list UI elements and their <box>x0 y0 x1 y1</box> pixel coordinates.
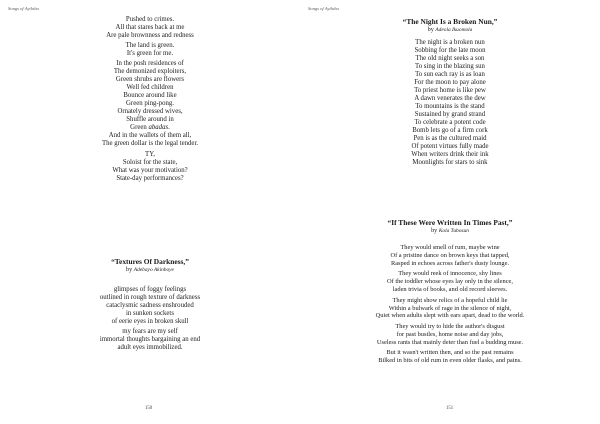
poem-night-is-a-broken-nun <box>340 17 560 167</box>
poem-line: TY, <box>145 150 155 158</box>
poem-line: for past bustles, home noise and day jobs, <box>396 330 504 338</box>
poem-textures-of-darkness <box>40 257 260 352</box>
poem-line: my fears are my self <box>122 328 178 336</box>
poem-line: When writers drink their ink <box>411 151 489 158</box>
poem-line: Shuffle around in <box>126 116 174 124</box>
poem-line: What was your motivation? <box>112 166 188 174</box>
poem-line: A dawn venerates the dew <box>414 95 486 102</box>
poem-line: Are pale brownness and redness <box>106 32 194 39</box>
poem-line: Pen is as the cultured maid <box>413 135 487 142</box>
poem-line: Moonlights for stars to sink <box>412 159 488 166</box>
poem-line: To celebrate a potent code <box>414 119 486 126</box>
poem-line: glimpses of foggy feelings <box>113 286 187 293</box>
poem-line: Bomb lets go of a firm cork <box>412 127 488 134</box>
poem-if-these-were-written <box>320 218 580 365</box>
poem-line: They might show relics of a hopeful child lie <box>392 296 508 304</box>
poem-line: They would try to hide the author's disgust <box>395 322 505 330</box>
poem-byline <box>320 227 580 235</box>
byline-by: by <box>427 26 434 33</box>
poem-line: adult eyes immobilized. <box>117 344 183 352</box>
poem-line: For the moon to pay alone <box>414 79 486 86</box>
poem-line: They would reek of innocence, shy lines <box>398 270 502 278</box>
poem-line: in sunken sockets <box>126 310 174 317</box>
poem-byline <box>340 26 560 34</box>
poem-line: Useless rants that mainly deter than fuel a budding muse. <box>376 338 524 346</box>
byline-by: by <box>126 266 133 273</box>
continued-poem <box>40 16 260 183</box>
poem-line: Within a bulwark of rage in the silence of night, <box>388 304 512 312</box>
poem-line: Of a pristine dance on brown keys that tapped, <box>390 251 510 259</box>
poem-line: cataclysmic sadness enshrouded <box>106 302 194 309</box>
poem-author: Adebayo Akinboye <box>133 267 174 273</box>
running-head: Songs of Ayiloha <box>8 6 39 11</box>
poem-line: Green shrubs are flowers <box>115 76 185 84</box>
poem-line: Bounce around like <box>123 92 177 100</box>
poem-line: All that stares back at me <box>115 24 185 31</box>
page-number: 151 <box>446 406 454 411</box>
poem-line-with-italic: Green abadas. <box>130 124 170 132</box>
poem-title: “Textures Of Darkness,” <box>111 257 189 266</box>
poem-line: Well fed children <box>126 84 174 92</box>
poem-author: Kola Tubosun <box>438 228 469 234</box>
poem-line: To sing in the blazing sun <box>415 63 485 70</box>
poem-line: Bilked in bits of old rum in even older flasks, and pains. <box>378 357 522 365</box>
poem-line: Sustained by grand strand <box>414 111 486 118</box>
page-number: 150 <box>145 406 153 411</box>
poem-line: The night is a broken nun <box>415 39 485 46</box>
poem-line: Ornately dressed wives, <box>117 108 183 116</box>
poem-line: It's green for me. <box>126 50 174 58</box>
poem-line: Soloist for the state, <box>122 158 178 166</box>
poem-author: Adeola Ikuomola <box>435 27 473 33</box>
poem-line: Green ping-pong. <box>126 100 174 108</box>
poem-line: of eerie eyes in broken skull <box>111 318 189 325</box>
poem-line: The land is green. <box>125 42 175 50</box>
right-page <box>300 0 600 424</box>
poem-stanzas <box>320 244 580 365</box>
poem-line: immortal thoughts bargaining an end <box>99 336 201 344</box>
poem-title: “The Night Is a Broken Nun,” <box>402 17 498 26</box>
poem-line: To priest home is like pew <box>414 87 486 94</box>
running-head: Songs of Ayiloha <box>308 6 339 11</box>
poem-line: They would smell of rum, maybe wine <box>400 244 500 251</box>
poem-line: Quiet when adults slept with ears apart, dead to the world. <box>375 312 525 320</box>
poem-line: Rasped in echoes across father's dusty lounge. <box>390 259 510 267</box>
poem-line: State-day performances? <box>116 174 184 182</box>
poem-line: outlined in rough texture of darkness <box>99 294 201 301</box>
poem-line: Sobbing for the late moon <box>414 47 486 54</box>
poem-line: The old night seeks a son <box>415 55 485 62</box>
poem-line: Of potent virtues fully made <box>411 143 489 150</box>
poem-line: In the posh residences of <box>116 60 184 68</box>
poem-lines <box>340 39 560 167</box>
poem-line: The green dollar is the legal tender. <box>101 140 199 148</box>
poem-line: Pushed to crimes. <box>125 16 175 23</box>
poem-title: “If These Were Written In Times Past,” <box>387 218 513 227</box>
poem-line: To sun each ray is as loan <box>415 71 485 78</box>
poem-byline <box>40 266 260 274</box>
poem-line: laden trivia of books, and old record sleeves. <box>392 286 508 294</box>
italic-word: abadas <box>148 124 169 132</box>
poem-line: The demonized exploiters, <box>113 68 187 76</box>
poem-line: But it wasn't written then, and so the past remains <box>386 349 514 357</box>
poem-line: Of the toddler whose eyes lay only in the silence, <box>386 278 513 286</box>
byline-by: by <box>431 227 438 234</box>
poem-line: To mountains is the stand <box>415 103 485 110</box>
poem-line: And in the wallets of them all, <box>108 132 192 140</box>
